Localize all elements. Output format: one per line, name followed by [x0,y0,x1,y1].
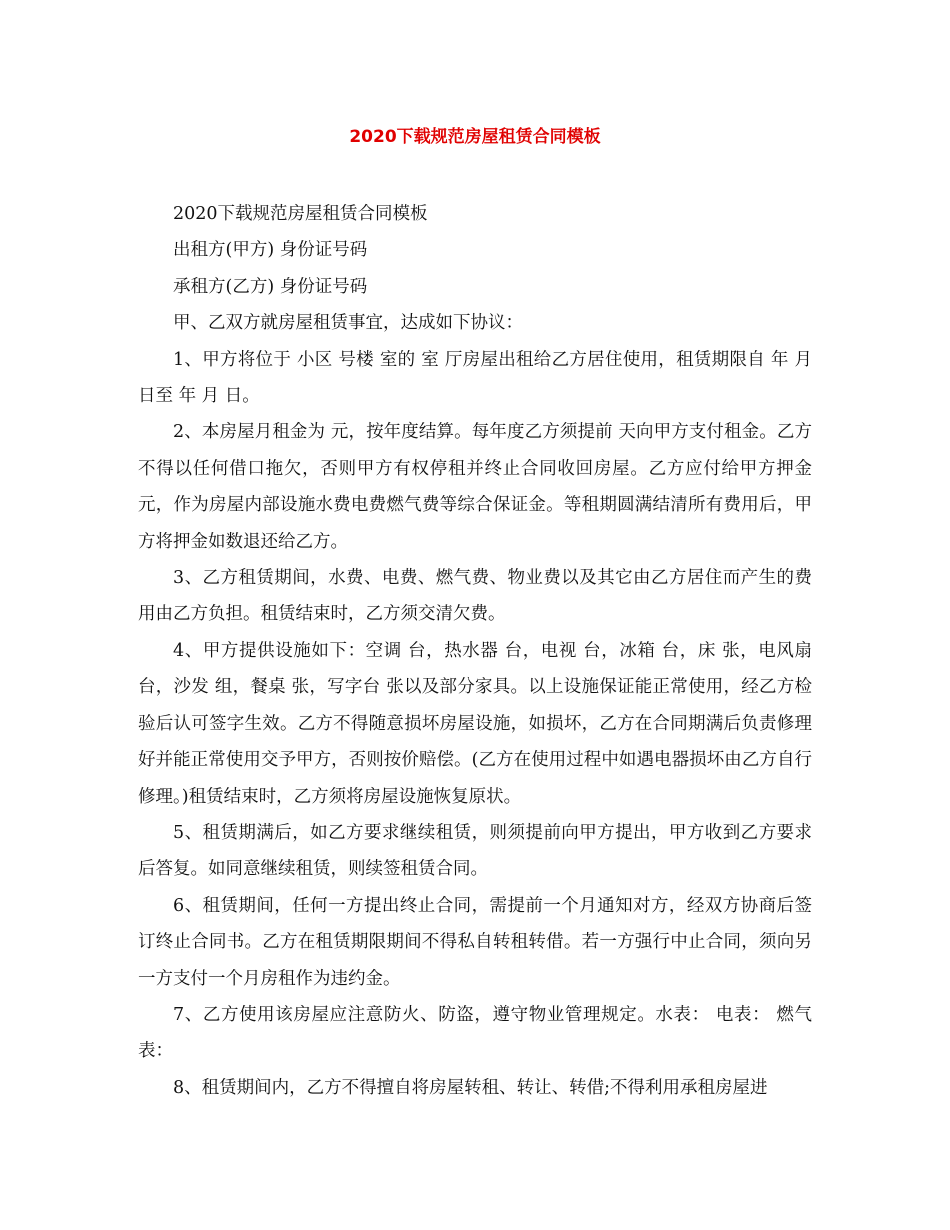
paragraph-clause-4: 4、甲方提供设施如下：空调 台，热水器 台，电视 台，冰箱 台，床 张，电风扇 台，沙发 组，餐桌 张，写字台 张以及部分家具。以上设施保证能正常使用，经乙方检验后认可签字生效。乙方不得随意损坏房屋设施，如损坏，乙方在合同期满后负责修理好并能正常使用交予甲方，否则按价赔偿。(乙方在使用过程中如遇电器损坏由乙方自行修理。)租赁结束时，乙方须将房屋设施恢复原状。 [138,640,812,807]
document-body [138,196,812,1106]
paragraph-lessee: 承租方(乙方) 身份证号码 [173,276,368,297]
paragraph-clause-7: 7、乙方使用该房屋应注意防火、防盗，遵守物业管理规定。水表： 电表： 燃气表： [138,1004,812,1062]
paragraph-doc-heading: 2020下载规范房屋租赁合同模板 [173,204,428,224]
paragraph-clause-8: 8、租赁期间内，乙方不得擅自将房屋转租、转让、转借;不得利用承租房屋进 [173,1077,768,1098]
paragraph-clause-1: 1、甲方将位于 小区 号楼 室的 室 厅房屋出租给乙方居住使用，租赁期限自 年 月 日至 年 月 日。 [138,349,812,407]
paragraph-lessor: 出租方(甲方) 身份证号码 [173,240,368,261]
paragraph-clause-2: 2、本房屋月租金为 元，按年度结算。每年度乙方须提前 天向甲方支付租金。乙方不得以任何借口拖欠，否则甲方有权停租并终止合同收回房屋。乙方应付给甲方押金 元，作为房屋内部设施水费电费燃气费等综合保证金。等租期圆满结清所有费用后，甲方将押金如数退还给乙方。 [138,422,812,552]
paragraph-agreement-intro: 甲、乙双方就房屋租赁事宜，达成如下协议： [173,313,523,334]
paragraph-clause-5: 5、租赁期满后，如乙方要求继续租赁，则须提前向甲方提出，甲方收到乙方要求后答复。如同意继续租赁，则续签租赁合同。 [138,822,812,880]
paragraph-clause-3: 3、乙方租赁期间，水费、电费、燃气费、物业费以及其它由乙方居住而产生的费用由乙方负担。租赁结束时，乙方须交清欠费。 [138,568,812,625]
paragraph-clause-6: 6、租赁期间，任何一方提出终止合同，需提前一个月通知对方，经双方协商后签订终止合同书。乙方在租赁期限期间不得私自转租转借。若一方强行中止合同，须向另一方支付一个月房租作为违约金。 [138,895,812,989]
document-title: 2020下载规范房屋租赁合同模板 [349,127,601,147]
